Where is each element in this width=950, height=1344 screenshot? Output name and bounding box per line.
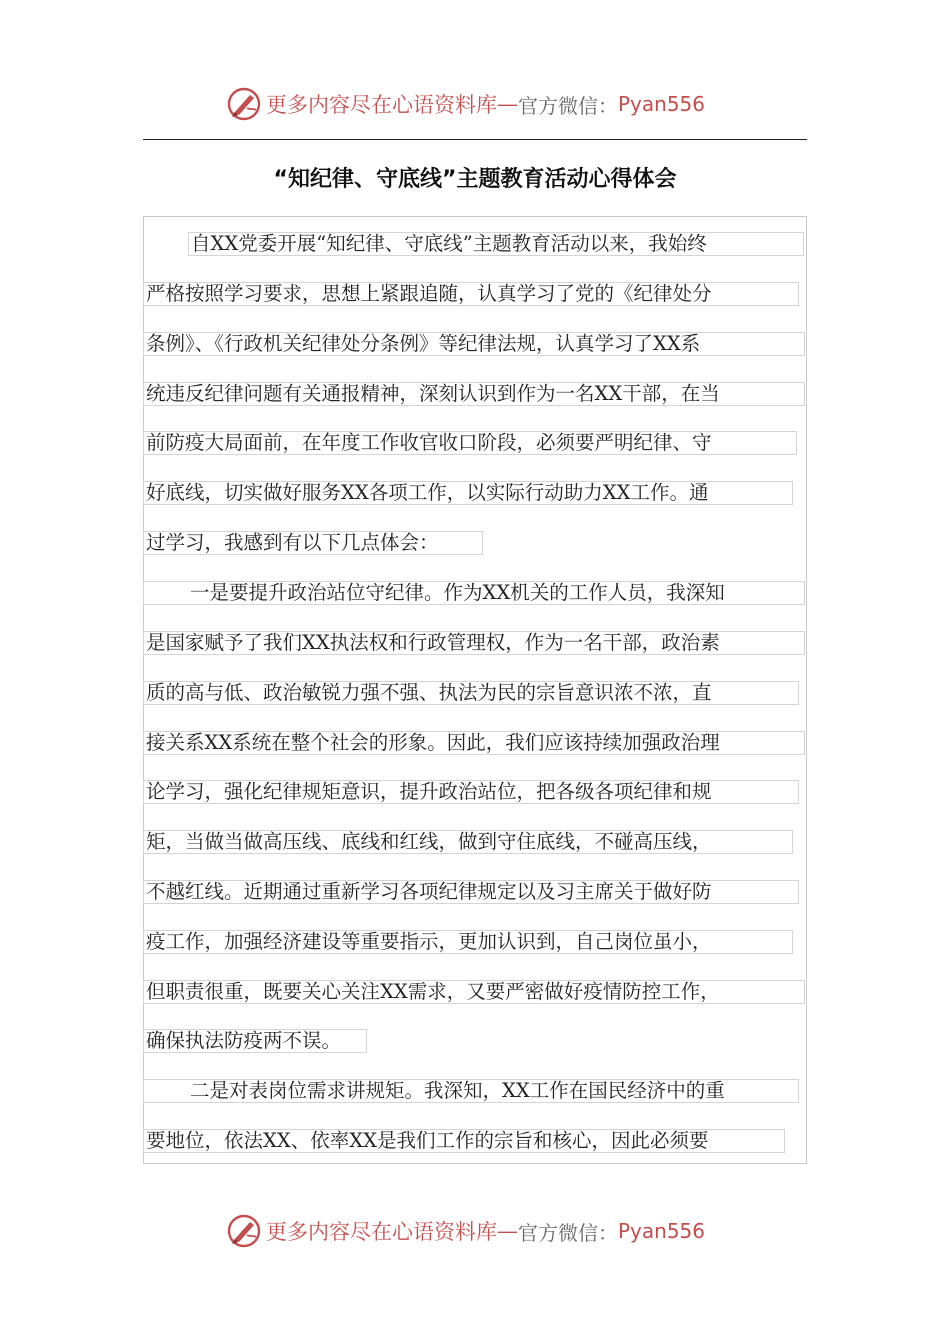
text-line: 统违反纪律问题有关通报精神，深刻认识到作为一名XX干部，在当 bbox=[143, 382, 805, 406]
contact-id: Pyan556 bbox=[618, 92, 706, 116]
text-line: 前防疫大局面前，在年度工作收官收口阶段，必须要严明纪律、守 bbox=[143, 431, 797, 455]
text-line: 是国家赋予了我们XX执法权和行政管理权，作为一名干部，政治素 bbox=[143, 631, 805, 655]
brand-text: 更多内容尽在心语资料库 bbox=[266, 93, 497, 117]
brand-separator: — bbox=[497, 1219, 518, 1243]
text-line: 但职责很重，既要关心关注XX需求，又要严密做好疫情防控工作， bbox=[143, 980, 805, 1004]
contact-label: 官方微信： bbox=[518, 1220, 618, 1245]
text-line: 疫工作，加强经济建设等重要指示，更加认识到，自己岗位虽小， bbox=[143, 930, 793, 954]
text-line: 一是要提升政治站位守纪律。作为XX机关的工作人员，我深知 bbox=[143, 581, 805, 605]
brand-separator: — bbox=[497, 92, 518, 116]
text-line: 质的高与低、政治敏锐力强不强、执法为民的宗旨意识浓不浓，直 bbox=[143, 681, 799, 705]
pen-logo-icon bbox=[226, 86, 262, 122]
text-line: 矩，当做当做高压线、底线和红线，做到守住底线，不碰高压线， bbox=[143, 830, 793, 854]
header-divider bbox=[143, 139, 807, 140]
brand-text: 更多内容尽在心语资料库 bbox=[266, 1220, 497, 1244]
footer-brand-banner bbox=[0, 1211, 950, 1251]
document-title: “知纪律、守底线”主题教育活动心得体会 bbox=[273, 167, 677, 192]
text-line: 要地位，依法XX、依率XX是我们工作的宗旨和核心，因此必须要 bbox=[143, 1129, 785, 1153]
text-line: 不越红线。近期通过重新学习各项纪律规定以及习主席关于做好防 bbox=[143, 880, 799, 904]
contact-label: 官方微信： bbox=[518, 93, 618, 118]
text-line: 好底线，切实做好服务XX各项工作，以实际行动助力XX工作。通 bbox=[143, 481, 793, 505]
text-line: 过学习，我感到有以下几点体会： bbox=[143, 531, 483, 555]
text-line: 条例》、《行政机关纪律处分条例》等纪律法规，认真学习了XX系 bbox=[143, 332, 805, 356]
text-line: 接关系XX系统在整个社会的形象。因此，我们应该持续加强政治理 bbox=[143, 731, 805, 755]
header-brand-banner bbox=[0, 84, 950, 124]
text-line: 二是对表岗位需求讲规矩。我深知，XX工作在国民经济中的重 bbox=[143, 1079, 799, 1103]
text-line: 自XX党委开展“知纪律、守底线”主题教育活动以来，我始终 bbox=[188, 232, 804, 256]
text-line: 论学习，强化纪律规矩意识，提升政治站位，把各级各项纪律和规 bbox=[143, 780, 799, 804]
text-line: 确保执法防疫两不误。 bbox=[143, 1029, 367, 1053]
contact-id: Pyan556 bbox=[618, 1219, 706, 1243]
text-line: 严格按照学习要求，思想上紧跟追随，认真学习了党的《纪律处分 bbox=[143, 282, 799, 306]
pen-logo-icon bbox=[226, 1213, 262, 1249]
